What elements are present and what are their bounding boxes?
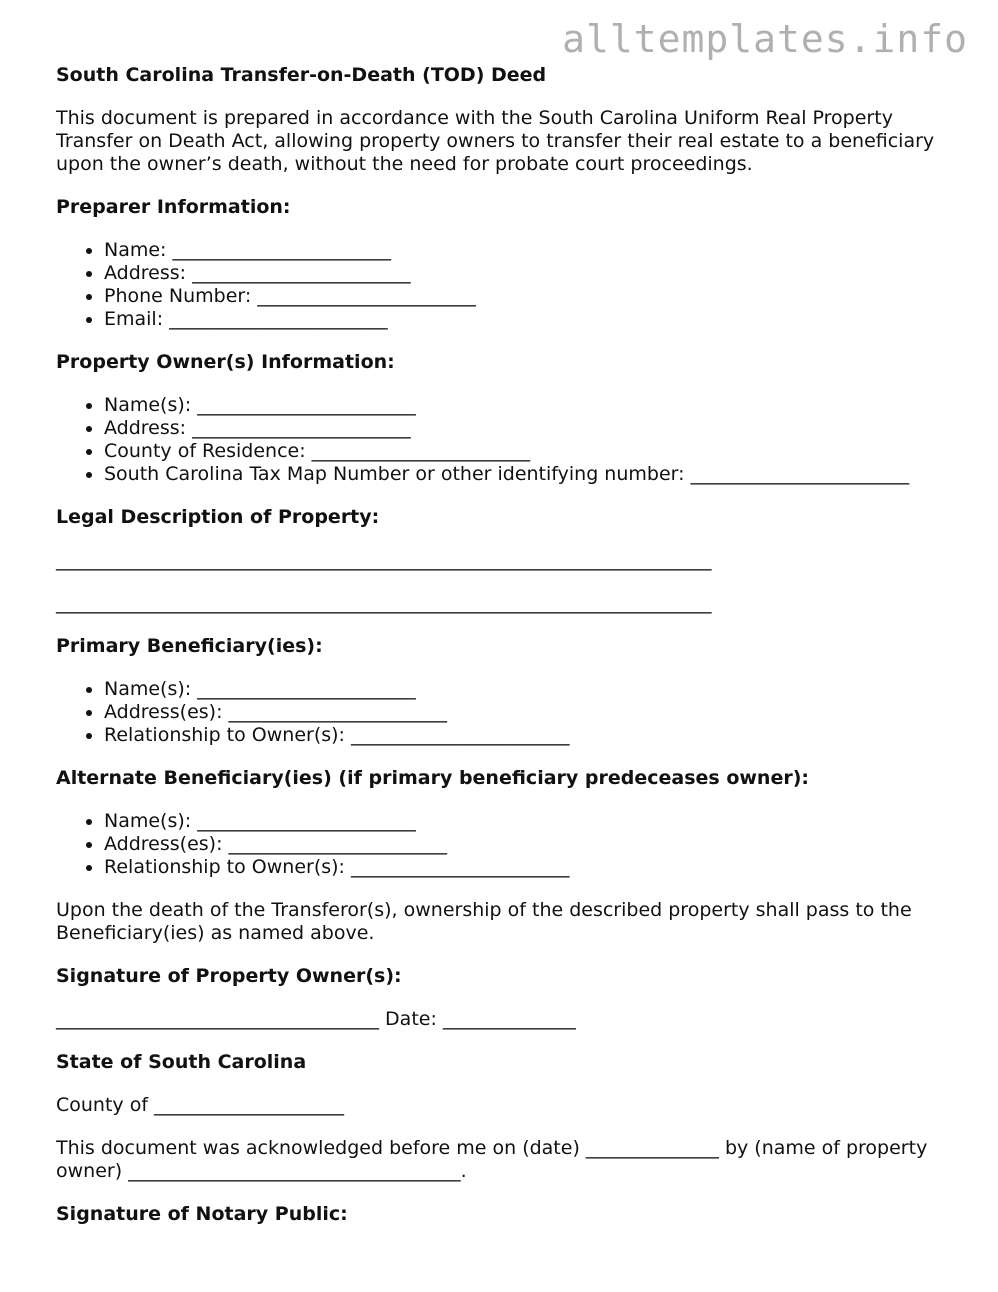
preparer-name-field: • Name: _______________________ — [104, 239, 956, 262]
alternate-beneficiary-heading: Alternate Beneficiary(ies) (if primary beneficiary predeceases owner): — [56, 767, 809, 789]
owner-names-field: • Name(s): _______________________ — [104, 394, 956, 417]
watermark: alltemplates.info — [562, 17, 968, 61]
owner-tax-map-field: • South Carolina Tax Map Number or other identifying number: _______________________ — [104, 463, 956, 486]
primary-addresses-field: • Address(es): _______________________ — [104, 701, 956, 724]
acknowledgment-paragraph: This document was acknowledged before me on (date) ______________ by (name of property owner) ___________________________________. — [56, 1137, 928, 1182]
alternate-names-field: • Name(s): _______________________ — [104, 810, 956, 833]
state-heading: State of South Carolina — [56, 1051, 307, 1073]
legal-description-line: _____________________________________________________________________ — [56, 592, 712, 614]
owner-signature-heading: Signature of Property Owner(s): — [56, 965, 402, 987]
preparer-heading: Preparer Information: — [56, 196, 291, 218]
legal-description-heading: Legal Description of Property: — [56, 506, 380, 528]
alternate-addresses-field: • Address(es): _______________________ — [104, 833, 956, 856]
alternate-relationship-field: • Relationship to Owner(s): _______________________ — [104, 856, 956, 879]
preparer-email-field: • Email: _______________________ — [104, 308, 956, 331]
legal-description-line: _____________________________________________________________________ — [56, 549, 712, 571]
primary-relationship-field: • Relationship to Owner(s): _______________________ — [104, 724, 956, 747]
primary-beneficiary-list — [56, 678, 956, 747]
owner-signature-line: __________________________________ Date: ______________ — [56, 1008, 576, 1030]
primary-names-field: • Name(s): _______________________ — [104, 678, 956, 701]
notary-signature-heading: Signature of Notary Public: — [56, 1203, 348, 1225]
preparer-address-field: • Address: _______________________ — [104, 262, 956, 285]
owner-heading: Property Owner(s) Information: — [56, 351, 395, 373]
preparer-phone-field: • Phone Number: _______________________ — [104, 285, 956, 308]
preparer-list — [56, 239, 956, 331]
document-body — [56, 64, 956, 1226]
primary-beneficiary-heading: Primary Beneficiary(ies): — [56, 635, 323, 657]
county-field: County of ____________________ — [56, 1094, 345, 1116]
owner-address-field: • Address: _______________________ — [104, 417, 956, 440]
alternate-beneficiary-list — [56, 810, 956, 879]
document-title: South Carolina Transfer-on-Death (TOD) Deed — [56, 64, 547, 86]
intro-paragraph: This document is prepared in accordance with the South Carolina Uniform Real Property Transfer on Death Act, allowing property owners to transfer their real estate to a beneficiary upon the owner’s death, without the need for probate court proceedings. — [56, 107, 935, 175]
owner-list — [56, 394, 956, 486]
owner-county-field: • County of Residence: _______________________ — [104, 440, 956, 463]
transfer-statement: Upon the death of the Transferor(s), ownership of the described property shall pass to the Beneficiary(ies) as named above. — [56, 899, 912, 944]
